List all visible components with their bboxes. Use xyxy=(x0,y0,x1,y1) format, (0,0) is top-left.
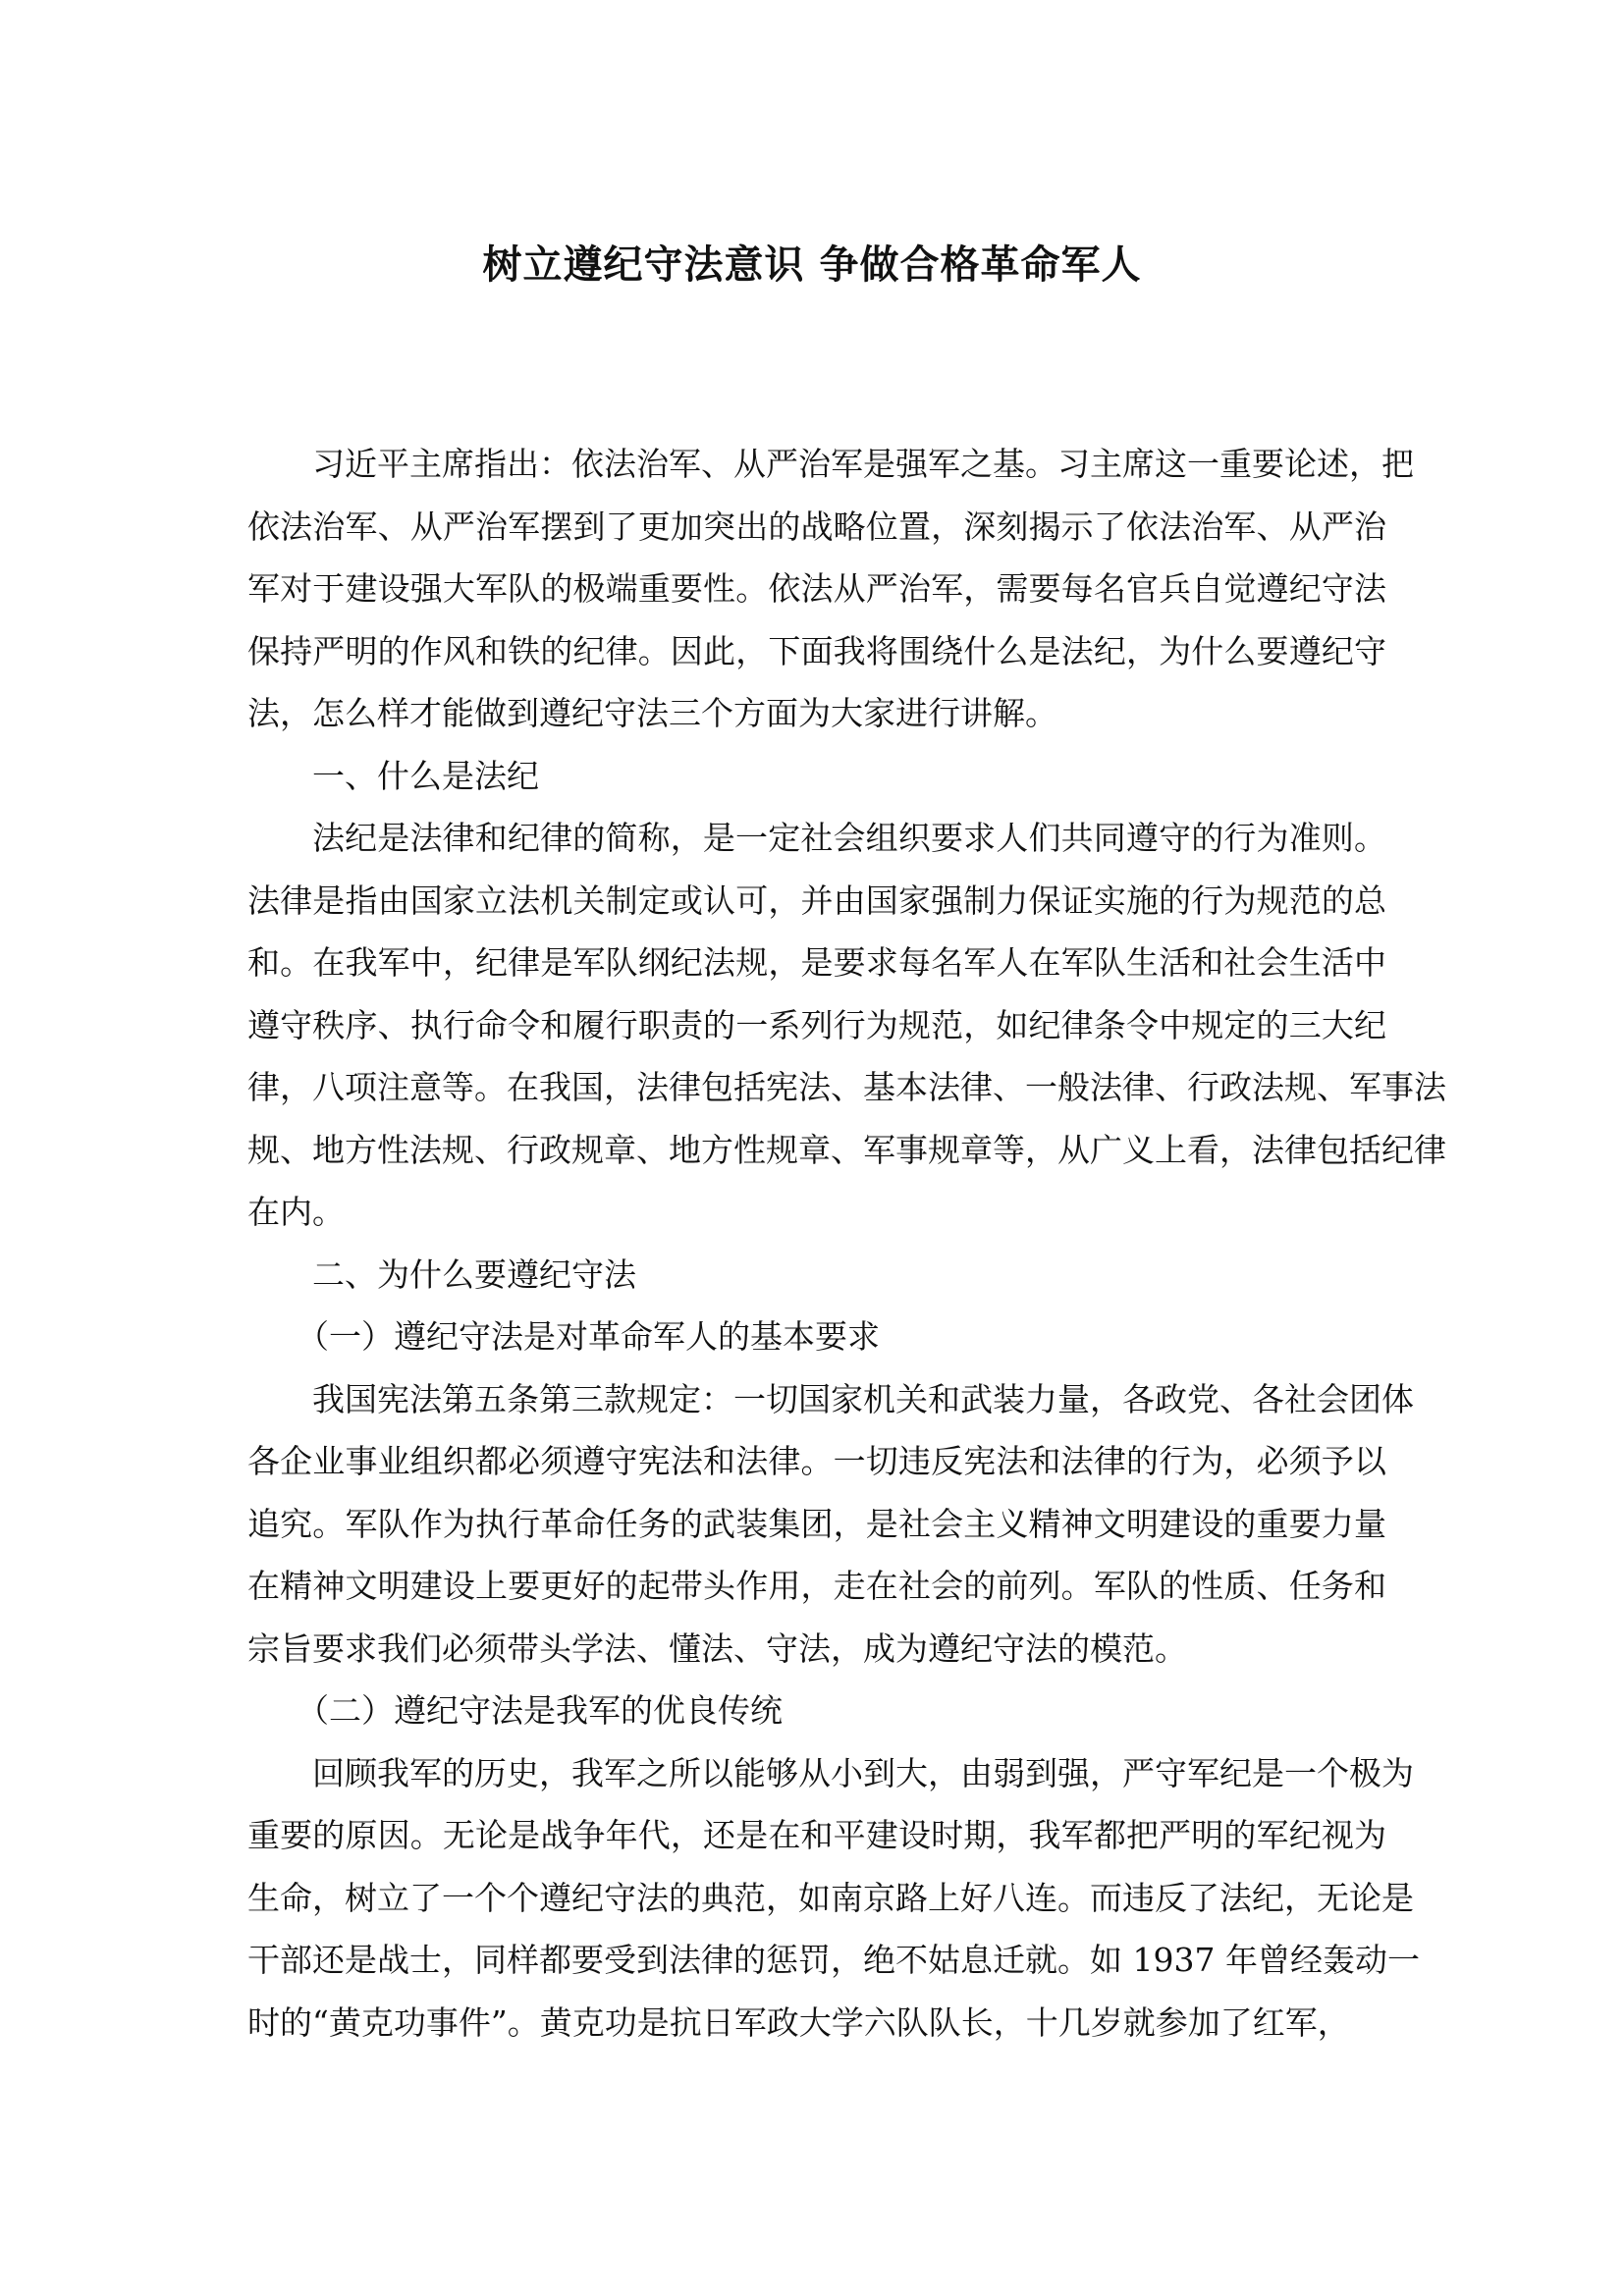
text-line: 我国宪法第五条第三款规定：一切国家机关和武装力量，各政党、各社会团体 xyxy=(312,1379,1414,1418)
text-line: 规、地方性法规、行政规章、地方性规章、军事规章等，从广义上看，法律包括纪律 xyxy=(247,1130,1446,1169)
paragraph xyxy=(247,807,1446,1244)
subsection-heading xyxy=(247,1680,1386,1742)
section-heading xyxy=(247,745,1386,808)
text-line: 各企业事业组织都必须遵守宪法和法律。一切违反宪法和法律的行为，必须予以 xyxy=(247,1442,1386,1480)
text-line: 时的“黄克功事件”。黄克功是抗日军政大学六队队长，十几岁就参加了红军， xyxy=(247,2002,1350,2042)
text-line: 习近平主席指出：依法治军、从严治军是强军之基。习主席这一重要论述，把 xyxy=(312,445,1414,483)
text-line: 干部还是战士，同样都要受到法律的惩罚，绝不姑息迁就。如 1937 年曾经轰动一 xyxy=(247,1941,1420,1979)
text-line: 追究。军队作为执行革命任务的武装集团，是社会主义精神文明建设的重要力量 xyxy=(247,1504,1386,1543)
document-title: 树立遵纪守法意识 争做合格革命军人 xyxy=(482,241,1142,288)
text-line: 在内。 xyxy=(247,1193,345,1231)
section-heading xyxy=(247,1244,1386,1307)
text-line: 和。在我军中，纪律是军队纲纪法规，是要求每名军人在军队生活和社会生活中 xyxy=(247,943,1386,982)
text-line: 军对于建设强大军队的极端重要性。依法从严治军，需要每名官兵自觉遵纪守法 xyxy=(247,569,1386,608)
text-line: 宗旨要求我们必须带头学法、懂法、守法，成为遵纪守法的模范。 xyxy=(247,1629,1187,1668)
text-line: 法律是指由国家立法机关制定或认可，并由国家强制力保证实施的行为规范的总 xyxy=(247,881,1386,920)
text-line: （一）遵纪守法是对革命军人的基本要求 xyxy=(297,1317,880,1356)
text-line: 法纪是法律和纪律的简称，是一定社会组织要求人们共同遵守的行为准则。 xyxy=(312,819,1386,857)
text-line: 回顾我军的历史，我军之所以能够从小到大，由弱到强，严守军纪是一个极为 xyxy=(312,1753,1414,1792)
text-line: 生命，树立了一个个遵纪守法的典范，如南京路上好八连。而违反了法纪，无论是 xyxy=(247,1878,1414,1917)
text-line: 法，怎么样才能做到遵纪守法三个方面为大家进行讲解。 xyxy=(247,694,1057,732)
text-line: （二）遵纪守法是我军的优良传统 xyxy=(297,1691,783,1730)
document-body xyxy=(247,433,1446,2054)
text-line: 在精神文明建设上要更好的起带头作用，走在社会的前列。军队的性质、任务和 xyxy=(247,1567,1386,1605)
text-line: 一、什么是法纪 xyxy=(312,756,539,795)
text-line: 遵守秩序、执行命令和履行职责的一系列行为规范，如纪律条令中规定的三大纪 xyxy=(247,1005,1386,1044)
text-line: 重要的原因。无论是战争年代，还是在和平建设时期，我军都把严明的军纪视为 xyxy=(247,1816,1386,1854)
paragraph xyxy=(247,433,1414,745)
paragraph xyxy=(247,1742,1420,2055)
paragraph xyxy=(247,1368,1414,1681)
text-line: 二、为什么要遵纪守法 xyxy=(312,1255,636,1294)
text-line: 律，八项注意等。在我国，法律包括宪法、基本法律、一般法律、行政法规、军事法 xyxy=(247,1068,1446,1106)
subsection-heading xyxy=(247,1306,1386,1368)
text-line: 依法治军、从严治军摆到了更加突出的战略位置，深刻揭示了依法治军、从严治 xyxy=(247,507,1386,546)
text-line: 保持严明的作风和铁的纪律。因此，下面我将围绕什么是法纪，为什么要遵纪守 xyxy=(247,631,1386,670)
